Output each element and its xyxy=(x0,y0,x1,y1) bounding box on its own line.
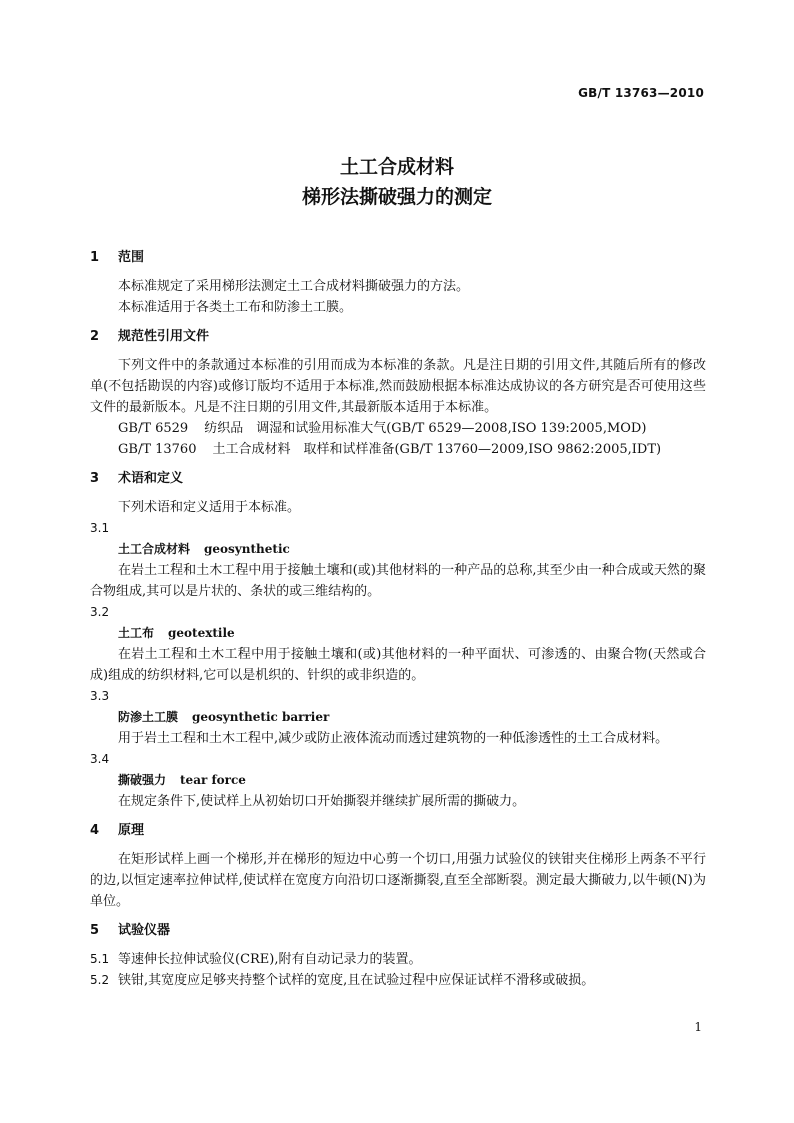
paragraph: 下列文件中的条款通过本标准的引用而成为本标准的条款。凡是注日期的引用文件,其随后所有的修改单(不包括勘误的内容)或修订版均不适用于本标准,然而鼓励根据本标准达成协议的各方研究是否可使用这些文件的最新版本。凡是不注日期的引用文件,其最新版本适用于本标准。 xyxy=(90,358,706,415)
term-entry xyxy=(90,707,706,728)
section-heading-terms-definitions xyxy=(90,468,706,489)
paragraph: 本标准规定了采用梯形法测定土工合成材料撕破强力的方法。 xyxy=(118,279,470,294)
term-entry xyxy=(90,623,706,644)
reference-item xyxy=(90,418,706,439)
term-entry xyxy=(90,539,706,560)
section-number: 5 xyxy=(90,923,100,938)
term-zh: 土工布 xyxy=(118,626,155,640)
item-number: 5.1 xyxy=(90,952,110,966)
term-en: geosynthetic barrier xyxy=(192,710,330,724)
document-title-line1: 土工合成材料 xyxy=(339,156,454,178)
paragraph: 在矩形试样上画一个梯形,并在梯形的短边中心剪一个切口,用强力试验仪的铗钳夹住梯形上两条不平行的边,以恒定速率拉伸试样,使试样在宽度方向沿切口逐渐撕裂,直至全部断裂。测定最大撕破力,以牛顿(N)为单位。 xyxy=(90,852,706,909)
reference-code: GB/T 13760 xyxy=(118,442,197,457)
term-entry xyxy=(90,770,706,791)
item-text: 等速伸长拉伸试验仪(CRE),附有自动记录力的装置。 xyxy=(118,952,422,967)
item-text: 铗钳,其宽度应足够夹持整个试样的宽度,且在试验过程中应保证试样不滑移或破损。 xyxy=(118,973,595,988)
term-zh: 撕破强力 xyxy=(118,773,167,787)
section-heading-apparatus xyxy=(90,920,706,941)
term-definition: 在规定条件下,使试样上从初始切口开始撕裂并继续扩展所需的撕破力。 xyxy=(118,794,526,809)
clause-number: 3.4 xyxy=(90,752,110,766)
term-en: geosynthetic xyxy=(204,542,290,556)
section-title: 范围 xyxy=(118,250,145,265)
term-zh: 防渗土工膜 xyxy=(118,710,179,724)
apparatus-item xyxy=(90,949,706,970)
section-heading-normative-references xyxy=(90,326,706,347)
clause-number: 3.3 xyxy=(90,689,110,703)
section-heading-scope xyxy=(90,247,706,268)
standard-code: GB/T 13763—2010 xyxy=(578,86,704,100)
section-title: 规范性引用文件 xyxy=(118,329,210,344)
reference-text: 纺织品 调湿和试验用标准大气(GB/T 6529—2008,ISO 139:2005,MOD) xyxy=(204,421,647,436)
apparatus-item xyxy=(90,970,706,991)
paragraph: 本标准适用于各类土工布和防渗土工膜。 xyxy=(118,300,353,315)
section-heading-principle xyxy=(90,820,706,841)
section-title: 试验仪器 xyxy=(118,923,171,938)
paragraph: 下列术语和定义适用于本标准。 xyxy=(118,500,301,515)
section-title: 术语和定义 xyxy=(118,471,184,486)
page-number: 1 xyxy=(694,1020,702,1034)
section-number: 2 xyxy=(90,329,100,344)
reference-code: GB/T 6529 xyxy=(118,421,189,436)
section-number: 1 xyxy=(90,250,100,265)
term-definition: 在岩土工程和土木工程中用于接触土壤和(或)其他材料的一种产品的总称,其至少由一种合成或天然的聚合物组成,其可以是片状的、条状的或三维结构的。 xyxy=(90,563,706,599)
term-en: tear force xyxy=(180,773,246,787)
term-zh: 土工合成材料 xyxy=(118,542,191,556)
clause-number: 3.1 xyxy=(90,521,110,535)
section-number: 3 xyxy=(90,471,100,486)
term-en: geotextile xyxy=(168,626,235,640)
document-body xyxy=(90,247,706,991)
reference-item xyxy=(90,439,706,460)
item-number: 5.2 xyxy=(90,973,110,987)
document-title-line2: 梯形法撕破强力的测定 xyxy=(301,186,492,208)
term-definition: 用于岩土工程和土木工程中,减少或防止液体流动而透过建筑物的一种低渗透性的土工合成材料。 xyxy=(118,731,669,746)
section-number: 4 xyxy=(90,823,100,838)
reference-text: 土工合成材料 取样和试样准备(GB/T 13760—2009,ISO 9862:2005,IDT) xyxy=(212,442,662,457)
term-definition: 在岩土工程和土木工程中用于接触土壤和(或)其他材料的一种平面状、可渗透的、由聚合物(天然或合成)组成的纺织材料,它可以是机织的、针织的或非织造的。 xyxy=(90,647,706,683)
section-title: 原理 xyxy=(118,823,145,838)
clause-number: 3.2 xyxy=(90,605,110,619)
